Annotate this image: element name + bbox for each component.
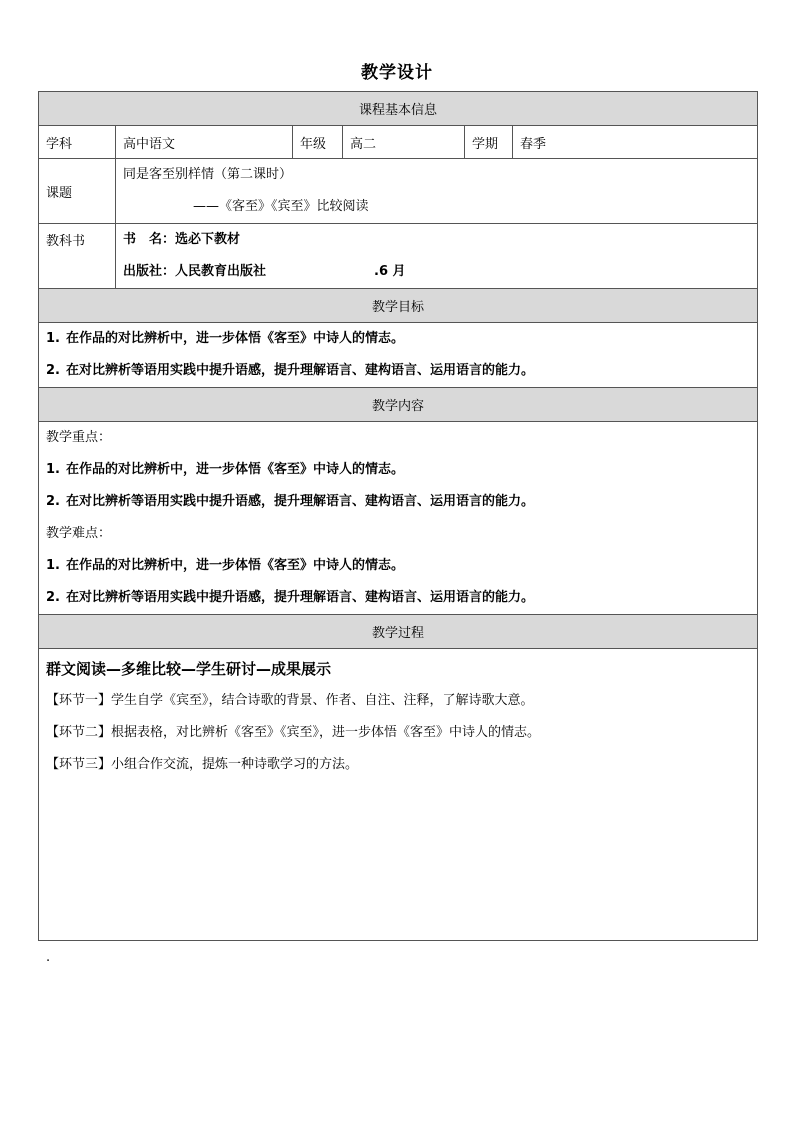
publish-date: .6 月: [374, 264, 406, 279]
item-text: 在作品的对比辨析中，进一步体悟《客至》中诗人的情志。: [65, 462, 404, 477]
item-text: 在作品的对比辨析中，进一步体悟《客至》中诗人的情志。: [65, 558, 404, 573]
item-text: 在对比辨析等语用实践中提升语感，提升理解语言、建构语言、运用语言的能力。: [65, 590, 534, 605]
difficult-point-item: [46, 582, 750, 614]
topic-line-2: ——《客至》《宾至》比较阅读: [193, 199, 369, 214]
table-row-info: [39, 126, 758, 159]
textbook-label: 教科书: [39, 224, 116, 289]
section-header-content: 教学内容: [39, 388, 758, 422]
item-number: 1.: [46, 331, 60, 346]
item-number: 2.: [46, 494, 60, 509]
topic-label: 课题: [39, 159, 116, 224]
grade-value: 高二: [343, 126, 465, 159]
item-text: 在对比辨析等语用实践中提升语感，提升理解语言、建构语言、运用语言的能力。: [65, 363, 534, 378]
topic-line-1: 同是客至别样情（第二课时）: [123, 167, 293, 182]
key-point-item: [46, 454, 750, 486]
objectives-cell: [39, 323, 758, 388]
publisher-text: 出版社：人民教育出版社: [123, 264, 267, 279]
subject-value: 高中语文: [116, 126, 293, 159]
item-text: 在作品的对比辨析中，进一步体悟《客至》中诗人的情志。: [65, 331, 404, 346]
item-number: 2.: [46, 590, 60, 605]
section-header-objectives: 教学目标: [39, 289, 758, 323]
section-header-basic-info: 课程基本信息: [39, 92, 758, 126]
key-points-label: 教学重点：: [46, 430, 112, 445]
process-step-1: 【环节一】学生自学《宾至》，结合诗歌的背景、作者、自注、注释，了解诗歌大意。: [46, 693, 534, 708]
item-number: 1.: [46, 558, 60, 573]
footer-mark: .: [46, 950, 51, 965]
content-cell: [39, 422, 758, 615]
item-number: 1.: [46, 462, 60, 477]
topic-value: [116, 159, 758, 224]
process-step-2: 【环节二】根据表格，对比辨析《客至》《宾至》，进一步体悟《客至》中诗人的情志。: [46, 725, 541, 740]
process-cell: [39, 649, 758, 941]
objective-item: [46, 323, 750, 355]
item-number: 2.: [46, 363, 60, 378]
publisher-line: [123, 256, 750, 288]
book-name-line: 书 名：选必下教材: [123, 232, 241, 247]
process-step-3: 【环节三】小组合作交流，提炼一种诗歌学习的方法。: [46, 757, 359, 772]
grade-label: 年级: [293, 126, 343, 159]
table-row-process: [39, 649, 758, 941]
term-value: 春季: [513, 126, 758, 159]
textbook-value: [116, 224, 758, 289]
item-text: 在对比辨析等语用实践中提升语感，提升理解语言、建构语言、运用语言的能力。: [65, 494, 534, 509]
page-title: 教学设计: [361, 63, 433, 83]
objective-item: [46, 355, 750, 387]
difficult-point-item: [46, 550, 750, 582]
lesson-plan-table: [38, 91, 758, 941]
table-row-topic: [39, 159, 758, 224]
process-heading: 群文阅读—多维比较—学生研讨—成果展示: [46, 660, 332, 678]
subject-label: 学科: [39, 126, 116, 159]
section-header-process: 教学过程: [39, 615, 758, 649]
term-label: 学期: [465, 126, 513, 159]
key-point-item: [46, 486, 750, 518]
table-row-content: [39, 422, 758, 615]
table-row-objectives: [39, 323, 758, 388]
difficult-points-label: 教学难点：: [46, 526, 112, 541]
table-row-textbook: [39, 224, 758, 289]
